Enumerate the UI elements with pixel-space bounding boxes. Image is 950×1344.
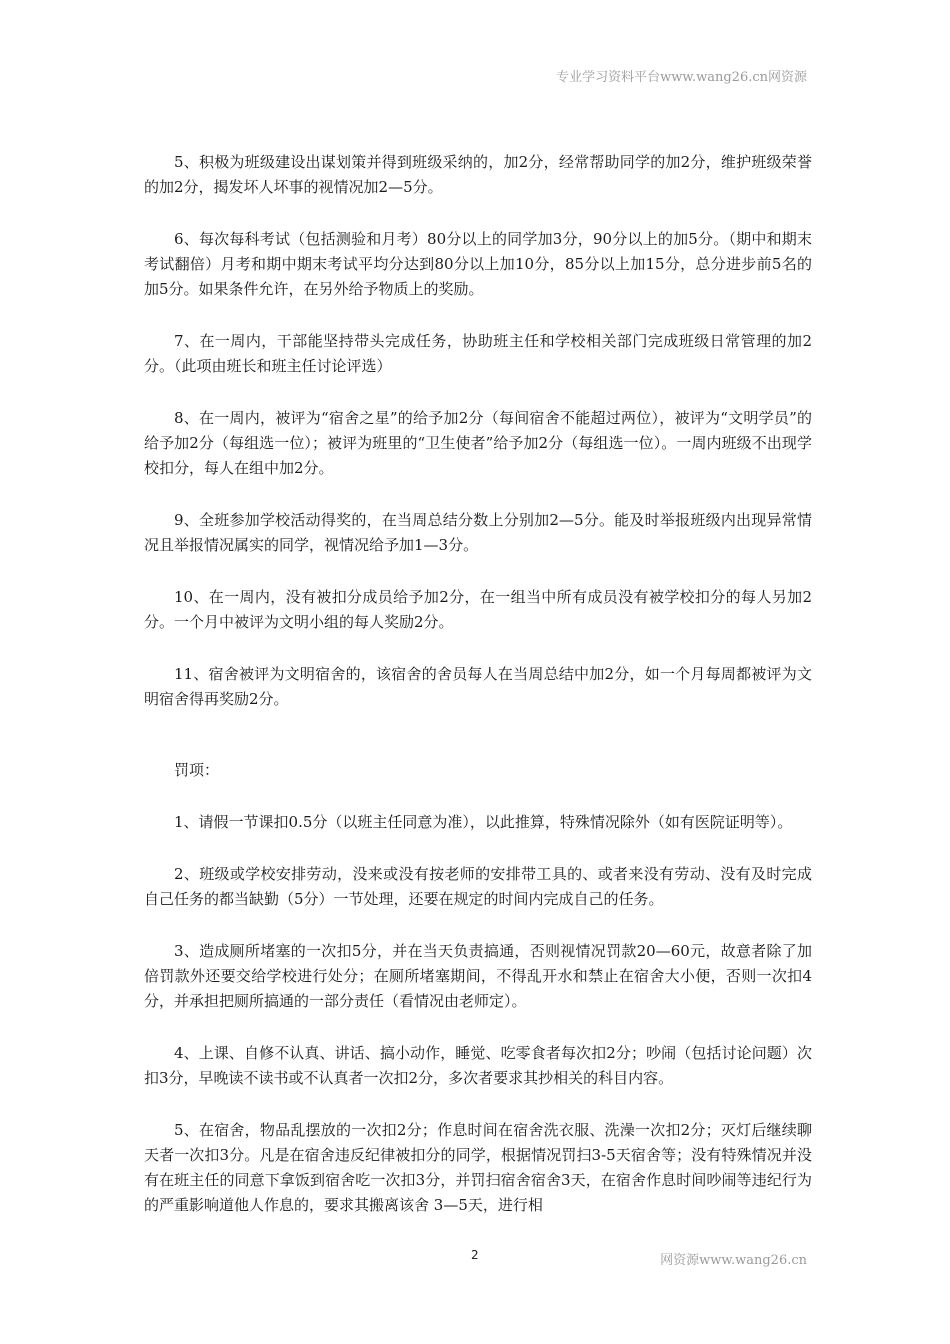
penalty-item-4: 4、上课、自修不认真、讲话、搞小动作，睡觉、吃零食者每次扣2分；吵闹（包括讨论问题）次扣3分，早晚读不读书或不认真者一次扣2分，多次者要求其抄相关的科目内容。 xyxy=(144,1044,812,1087)
page-header-watermark: 专业学习资料平台www.wang26.cn网资源 xyxy=(556,70,807,85)
penalty-item-3: 3、造成厕所堵塞的一次扣5分，并在当天负责搞通，否则视情况罚款20—60元，故意者除了加倍罚款外还要交给学校进行处分；在厕所堵塞期间，不得乱开水和禁止在宿舍大小便，否则一次扣4分，并承担把厕所搞通的一部分责任（看情况由老师定）。 xyxy=(144,942,812,1010)
reward-item-10: 10、在一周内，没有被扣分成员给予加2分，在一组当中所有成员没有被学校扣分的每人另加2分。一个月中被评为文明小组的每人奖励2分。 xyxy=(144,588,812,631)
penalty-item-2: 2、班级或学校安排劳动，没来或没有按老师的安排带工具的、或者来没有劳动、没有及时完成自己任务的都当缺勤（5分）一节处理，还要在规定的时间内完成自己的任务。 xyxy=(144,865,812,908)
reward-item-11: 11、宿舍被评为文明宿舍的，该宿舍的舍员每人在当周总结中加2分，如一个月每周都被评为文明宿舍得再奖励2分。 xyxy=(144,665,812,708)
reward-item-7: 7、在一周内，干部能坚持带头完成任务，协助班主任和学校相关部门完成班级日常管理的加2分。（此项由班长和班主任讨论评选） xyxy=(144,332,812,375)
penalty-item-5: 5、在宿舍，物品乱摆放的一次扣2分；作息时间在宿舍洗衣服、洗澡一次扣2分；灭灯后继续聊天者一次扣3分。凡是在宿舍违反纪律被扣分的同学，根据情况罚扫3-5天宿舍等；没有特殊情况并没有在班主任的同意下拿饭到宿舍吃一次扣3分，并罚扫宿舍宿舍3天，在宿舍作息时间吵闹等违纪行为的严重影响道他人作息的，要求其搬离该舍 3—5天，进行相 xyxy=(144,1121,812,1214)
document-body xyxy=(144,150,812,1245)
page-number: 2 xyxy=(471,1248,479,1262)
reward-item-6: 6、每次每科考试（包括测验和月考）80分以上的同学加3分，90分以上的加5分。（期中和期末考试翻倍）月考和期中期末考试平均分达到80分以上加10分，85分以上加15分，总分进步前5名的加5分。如果条件允许，在另外给予物质上的奖励。 xyxy=(144,230,812,298)
reward-item-5: 5、积极为班级建设出谋划策并得到班级采纳的，加2分，经常帮助同学的加2分，维护班级荣誉的加2分，揭发坏人坏事的视情况加2—5分。 xyxy=(144,153,812,196)
penalties-heading: 罚项： xyxy=(174,761,220,779)
reward-item-9: 9、全班参加学校活动得奖的，在当周总结分数上分别加2—5分。能及时举报班级内出现异常情况且举报情况属实的同学，视情况给予加1—3分。 xyxy=(144,511,812,554)
reward-item-8: 8、在一周内，被评为“宿舍之星”的给予加2分（每间宿舍不能超过两位），被评为“文明学员”的给予加2分（每组选一位）；被评为班里的“卫生使者”给予加2分（每组选一位）。一周内班级不出现学校扣分，每人在组中加2分。 xyxy=(144,409,812,477)
penalty-item-1: 1、请假一节课扣0.5分（以班主任同意为准），以此推算，特殊情况除外（如有医院证明等）。 xyxy=(174,813,793,831)
page-footer-watermark: 网资源www.wang26.cn xyxy=(660,1253,807,1268)
